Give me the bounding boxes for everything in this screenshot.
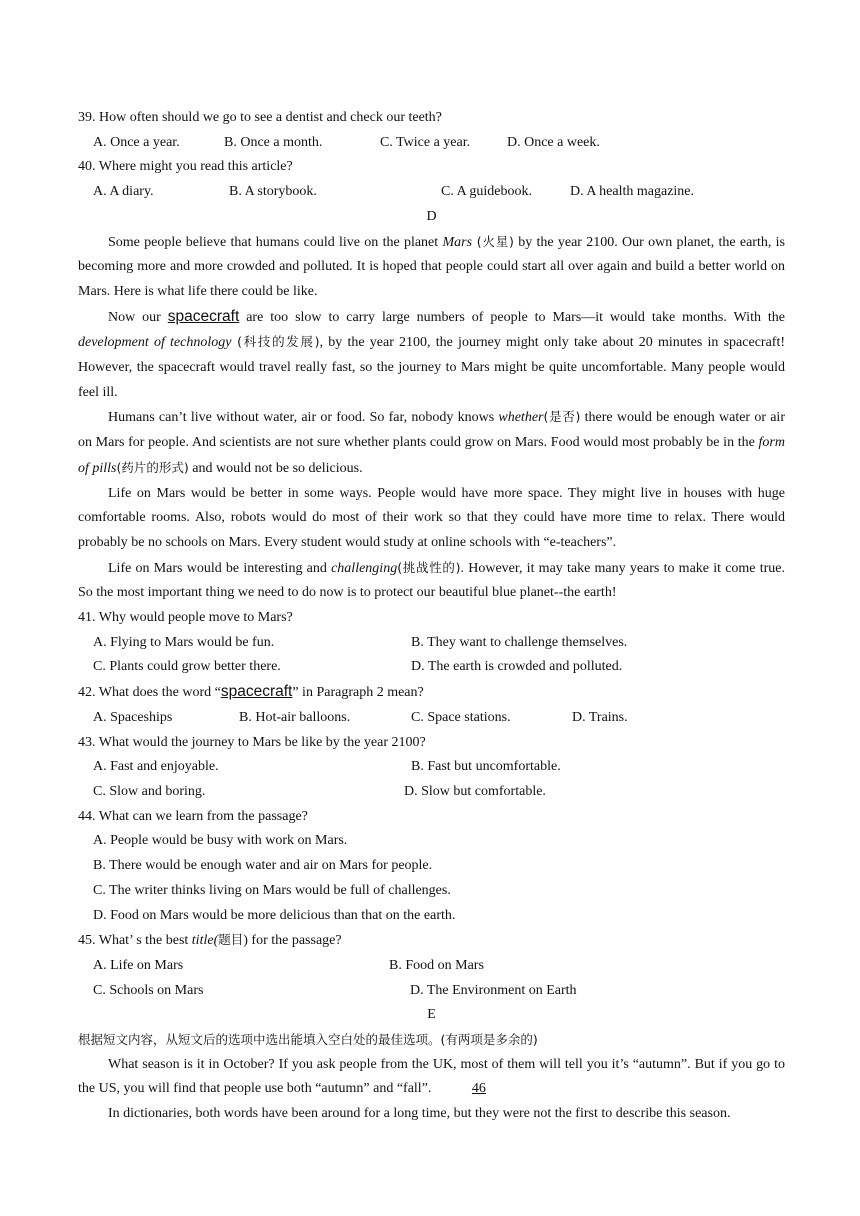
option-a: A. Fast and enjoyable.: [93, 759, 219, 775]
option-a: A. Life on Mars: [93, 957, 184, 973]
passage-d-paragraph-3: Humans can’t live without water, air or food. So far, nobody knows whether(是否) there would be enough water or air on Mars for people. And scientists are not sure whether plants could grow on Mars. Food would most probably be in the form of pills(药片的形式) and would not be so delicious.: [78, 409, 785, 476]
option-c: C. Slow and boring.: [93, 783, 206, 799]
question-39-options: [78, 131, 785, 156]
option-b: B. There would be enough water and air on Mars for people.: [93, 858, 433, 874]
blank-46[interactable]: 46: [471, 1081, 486, 1097]
spacecraft-word: spacecraft: [167, 307, 240, 325]
option-d: D. The earth is crowded and polluted.: [411, 659, 623, 675]
option-b: B. Fast but uncomfortable.: [411, 759, 561, 775]
whether-term: whether: [498, 410, 544, 426]
passage-d-paragraph-1: Some people believe that humans could live on the planet Mars (火星) by the year 2100. Our own planet, the earth, is becoming more and more crowded and polluted. It is hoped that people could start all over again and build a better world on Mars. Here is what life there could be like.: [78, 233, 785, 299]
question-43: 43. What would the journey to Mars be like by the year 2100?: [78, 734, 426, 750]
question-42: 42. What does the word “spacecraft” in Paragraph 2 mean?: [78, 683, 424, 701]
option-c: C. Twice a year.: [380, 134, 471, 150]
question-43-options-row-1: [78, 755, 785, 780]
question-41-options-row-2: [78, 655, 785, 680]
passage-d-paragraph-4: Life on Mars would be better in some ways. People would have more space. They might live in houses with huge comfortable rooms. Also, robots would do most of their work so that they could have more time to relax. There would probably be no schools on Mars. Every student would study at online schools with “e-teachers”.: [78, 485, 785, 550]
section-d-heading: D: [426, 208, 437, 224]
question-45: 45. What’ s the best title(题目) for the passage?: [78, 932, 342, 949]
option-b: B. Hot-air balloons.: [239, 709, 351, 725]
option-d: D. A health magazine.: [570, 184, 695, 200]
option-c: C. Plants could grow better there.: [93, 659, 281, 675]
question-44: 44. What can we learn from the passage?: [78, 808, 308, 824]
mars-term: Mars: [442, 234, 473, 250]
option-b: B. They want to challenge themselves.: [411, 634, 628, 650]
option-d: D. Food on Mars would be more delicious than that on the earth.: [93, 907, 456, 923]
option-d: D. Trains.: [572, 709, 628, 725]
spacecraft-word: spacecraft: [220, 683, 293, 701]
question-40: 40. Where might you read this article?: [78, 159, 293, 175]
section-e-instruction: 根据短文内容，从短文后的选项中选出能填入空白处的最佳选项。(有两项是多余的): [78, 1032, 538, 1048]
passage-e-paragraph-1: What season is it in October? If you ask people from the UK, most of them will tell you it’s “autumn”. But if you go to the US, you will find that people use both “autumn” and “fall”. 46: [78, 1053, 785, 1102]
passage-e-paragraph-2: In dictionaries, both words have been around for a long time, but they were not the first to describe this season.: [108, 1106, 731, 1122]
option-a: A. Flying to Mars would be fun.: [93, 634, 275, 650]
development-term: development of technology: [78, 335, 232, 351]
option-d: D. The Environment on Earth: [410, 982, 577, 998]
option-a: A. Once a year.: [93, 134, 180, 150]
option-a: A. Spaceships: [93, 709, 173, 725]
section-e-heading: E: [427, 1007, 436, 1023]
option-b: B. A storybook.: [229, 184, 317, 200]
question-39: 39. How often should we go to see a dentist and check our teeth?: [78, 110, 442, 125]
option-a: A. A diary.: [93, 184, 154, 200]
option-c: C. Space stations.: [411, 709, 511, 725]
question-45-options-row-1: [78, 954, 785, 979]
question-43-options-row-2: [78, 780, 785, 805]
option-c: C. The writer thinks living on Mars would be full of challenges.: [93, 882, 451, 898]
question-41-options-row-1: [78, 631, 785, 656]
pills-term: form of pills: [78, 435, 785, 476]
option-d: D. Once a week.: [507, 134, 600, 150]
option-b: B. Food on Mars: [389, 957, 484, 973]
option-d: D. Slow but comfortable.: [404, 783, 546, 799]
passage-d-paragraph-2: Now our spacecraft are too slow to carry large numbers of people to Mars—it would take months. With the development of technology (科技的发展), by the year 2100, the journey might only take about 20 minutes in spacecraft! However, the spacecraft would travel really fast, so the journey to Mars might be quite uncomfortable. Many people would feel ill.: [78, 307, 786, 400]
question-41: 41. Why would people move to Mars?: [78, 610, 293, 626]
question-45-options-row-2: [78, 979, 785, 1004]
passage-d-paragraph-5: Life on Mars would be interesting and challenging(挑战性的). However, it may take many years to make it come true. So the most important thing we need to do now is to protect our beautiful blue planet--the earth!: [78, 559, 785, 601]
option-c: C. Schools on Mars: [93, 982, 204, 998]
option-c: C. A guidebook.: [441, 184, 533, 200]
question-40-options: [78, 180, 785, 205]
challenging-term: challenging: [331, 560, 398, 576]
exam-page: [78, 106, 785, 1127]
option-a: A. People would be busy with work on Mars.: [93, 833, 348, 849]
option-b: B. Once a month.: [224, 134, 323, 150]
question-42-options: [78, 706, 785, 731]
